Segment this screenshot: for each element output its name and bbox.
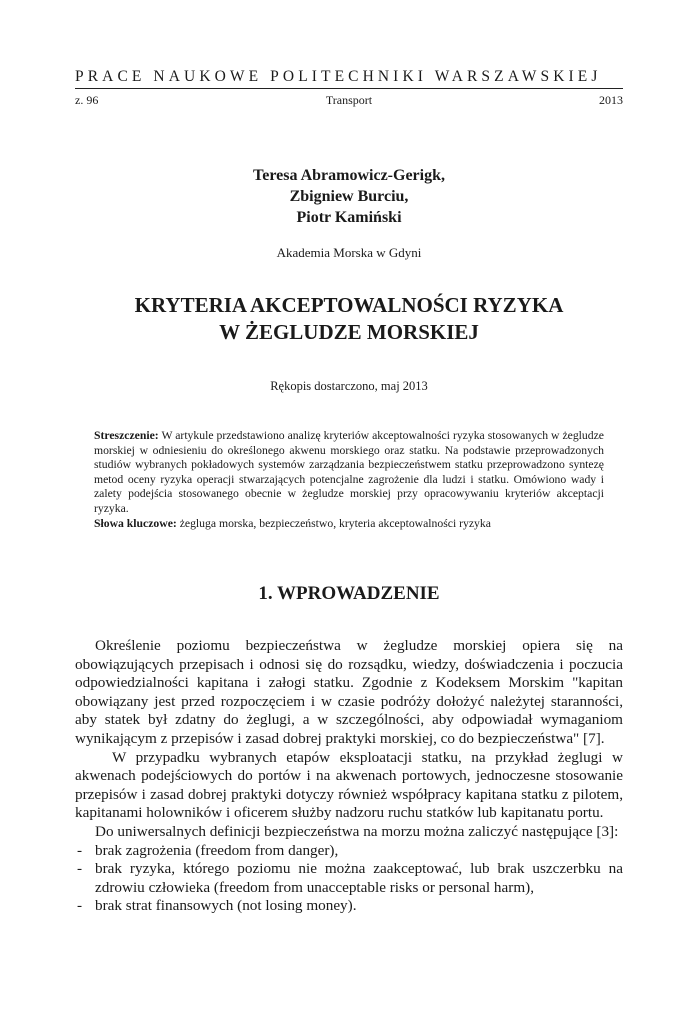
list-dash: - <box>77 841 83 859</box>
publication-year: 2013 <box>599 93 623 107</box>
list-dash: - <box>77 860 83 878</box>
body-text <box>75 637 623 916</box>
list-dash: - <box>77 897 83 915</box>
list-item-text: brak strat finansowych (not losing money). <box>95 897 357 915</box>
keywords-paragraph <box>94 517 604 532</box>
list-item-text: brak zagrożenia (freedom from danger), <box>95 841 339 859</box>
keywords-text: żegluga morska, bezpieczeństwo, kryteria akceptowalności ryzyka <box>176 516 491 530</box>
volume-number: z. 96 <box>75 93 99 107</box>
body-paragraph: Do uniwersalnych definicji bezpieczeństwa na morzu można zaliczyć następujące [3]: <box>95 822 619 840</box>
keywords-label: Słowa kluczowe: <box>94 516 177 530</box>
received-date: Rękopis dostarczono, maj 2013 <box>270 379 428 393</box>
author-name: Zbigniew Burciu, <box>289 188 409 205</box>
abstract-paragraph <box>94 429 604 517</box>
abstract-label: Streszczenie: <box>94 429 159 442</box>
affiliation: Akademia Morska w Gdyni <box>276 245 422 260</box>
list-item <box>75 842 623 861</box>
list-item-text: brak ryzyka, którego poziomu nie można zaakceptować, lub brak uszczerbku na zdrowiu człowieka (freedom from unacceptable risks or personal harm), <box>95 860 623 896</box>
definition-list <box>75 842 623 916</box>
author-name: Teresa Abramowicz-Gerigk, <box>253 167 445 184</box>
author-list <box>0 165 698 228</box>
list-item <box>75 897 623 916</box>
paper-title <box>0 292 698 346</box>
list-item <box>75 860 623 897</box>
author-name: Piotr Kamiński <box>296 209 402 226</box>
section-heading: 1. WPROWADZENIE <box>258 583 440 604</box>
title-line: KRYTERIA AKCEPTOWALNOŚCI RYZYKA <box>134 293 564 317</box>
journal-title: PRACE NAUKOWE POLITECHNIKI WARSZAWSKIEJ <box>75 68 602 85</box>
body-paragraph: Określenie poziomu bezpieczeństwa w żegludze morskiej opiera się na obowiązujących przepisach i odnosi się do rozsądku, wiedzy, doświadczenia i poczucia odpowiedzialności kapitana i załogi statku. Zgodnie z Kodeksem Morskim "kapitan obowiązany jest przed rozpoczęciem i w czasie podróży dołożyć należytej staranności, aby statek był zdatny do żeglugi, a w szczególności, aby odpowiadał wymaganiom wynikającym z przepisów i zasad dobrej praktyki morskiej, co do bezpieczeństwa" [7]. <box>75 637 623 747</box>
journal-section: Transport <box>325 93 373 107</box>
header-rule <box>75 88 623 89</box>
abstract-block <box>94 429 604 531</box>
body-paragraph: W przypadku wybranych etapów eksploatacji statku, na przykład żeglugi w akwenach podejściowych do portów i na akwenach portowych, jednoczesne stosowanie przepisów i zasad dobrej praktyki dotyczy również współpracy kapitana statku z pilotem, kapitanami holowników i oficerem służby nadzoru ruchu statków lub kapitanatu portu. <box>75 748 623 822</box>
abstract-text: W artykule przedstawiono analizę kryteriów akceptowalności ryzyka stosowanych w żegludze morskiej w odniesieniu do określonego akwenu morskiego oraz statku. Na podstawie przeprowadzonych studiów wybranych pokładowych systemów zarządzania bezpieczeństwem statku przeprowadzono syntezę metod oceny ryzyka operacji stwarzających potencjalne zagrożenie dla ludzi i statku. Omówiono wady i zalety podejścia stosowanego obecnie w żegludze morskiej przy opracowywaniu kryteriów akceptacji ryzyka. <box>94 429 604 515</box>
title-line: W ŻEGLUDZE MORSKIEJ <box>219 320 479 344</box>
